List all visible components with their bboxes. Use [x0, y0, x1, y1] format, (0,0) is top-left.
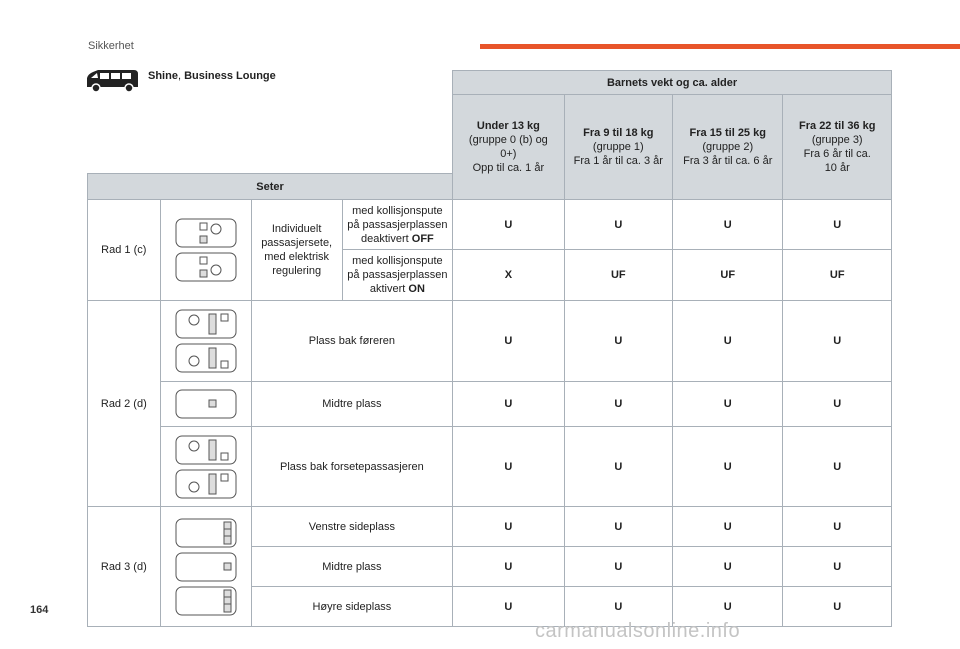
seat-place: Midtre plass	[251, 382, 452, 427]
value-cell: UF	[673, 250, 783, 301]
seat-layout-diagram-icon	[175, 389, 237, 419]
value-cell: U	[783, 587, 892, 627]
section-title: Sikkerhet	[88, 40, 134, 52]
value-cell: U	[673, 547, 783, 587]
value-cell: U	[453, 587, 564, 627]
seat-layout-diagram-icon	[175, 469, 237, 499]
value-cell: U	[673, 587, 783, 627]
seat-diagram-cell	[160, 382, 251, 427]
value-cell: U	[673, 382, 783, 427]
weight-age-header: Barnets vekt og ca. alder	[453, 71, 892, 95]
watermark: carmanualsonline.info	[535, 620, 741, 642]
seat-diagram-cell	[160, 301, 251, 382]
seat-diagram-cell	[160, 507, 251, 627]
value-cell: U	[564, 507, 672, 547]
value-cell: U	[453, 507, 564, 547]
airbag-on-state: ON	[408, 283, 425, 295]
row-label: Rad 1 (c)	[88, 200, 161, 301]
value-cell: U	[673, 200, 783, 250]
seat-description: Individuelt passasjersete, med elektrisk regulering	[251, 200, 342, 301]
seat-layout-diagram-icon	[175, 309, 237, 339]
seat-diagram-cell	[160, 427, 251, 507]
value-cell: U	[783, 200, 892, 250]
model-shine: Shine	[148, 70, 178, 82]
value-cell: U	[564, 547, 672, 587]
column-header: Fra 22 til 36 kg (gruppe 3) Fra 6 år til ca. 10 år	[783, 95, 892, 200]
seat-diagram-cell	[160, 200, 251, 301]
value-cell: U	[564, 427, 672, 507]
seat-place: Midtre plass	[251, 547, 452, 587]
model-business-lounge: Business Lounge	[184, 70, 276, 82]
seats-header: Seter	[88, 174, 453, 200]
value-cell: U	[453, 547, 564, 587]
value-cell: U	[783, 547, 892, 587]
row-label: Rad 3 (d)	[88, 507, 161, 627]
seat-place: Plass bak forsetepassasjeren	[251, 427, 452, 507]
seat-layout-diagram-icon	[175, 586, 237, 616]
airbag-off-state: OFF	[411, 232, 434, 245]
value-cell: U	[673, 301, 783, 382]
airbag-on-text: med kollisjonspute på passasjerplassen aktivert	[347, 255, 448, 295]
column-header: Fra 15 til 25 kg (gruppe 2) Fra 3 år til ca. 6 år	[673, 95, 783, 200]
value-cell: U	[564, 301, 672, 382]
seat-layout-diagram-icon	[175, 343, 237, 373]
page-number: 164	[30, 604, 49, 616]
seat-layout-diagram-icon	[175, 552, 237, 582]
column-header: Fra 9 til 18 kg (gruppe 1) Fra 1 år til ca. 3 år	[564, 95, 672, 200]
value-cell: U	[564, 587, 672, 627]
airbag-on-cell	[342, 250, 452, 301]
seat-layout-diagram-icon	[175, 218, 237, 248]
value-cell: X	[453, 250, 564, 301]
seat-layout-diagram-icon	[175, 252, 237, 282]
value-cell: U	[783, 427, 892, 507]
value-cell: UF	[564, 250, 672, 301]
airbag-off-text: med kollisjonspute på passasjerplassen deaktivert	[347, 204, 448, 245]
section-accent-bar	[480, 44, 960, 49]
value-cell: U	[564, 382, 672, 427]
value-cell: U	[453, 427, 564, 507]
seat-place: Plass bak føreren	[251, 301, 452, 382]
value-cell: UF	[783, 250, 892, 301]
value-cell: U	[783, 301, 892, 382]
seat-layout-diagram-icon	[175, 435, 237, 465]
value-cell: U	[564, 200, 672, 250]
child-seat-table	[87, 70, 892, 627]
value-cell: U	[783, 507, 892, 547]
value-cell: U	[453, 301, 564, 382]
value-cell: U	[453, 382, 564, 427]
value-cell: U	[453, 200, 564, 250]
seat-place: Høyre sideplass	[251, 587, 452, 627]
value-cell: U	[783, 382, 892, 427]
seat-place: Venstre sideplass	[251, 507, 452, 547]
airbag-off-cell	[342, 200, 452, 250]
seat-layout-diagram-icon	[175, 518, 237, 548]
row-label: Rad 2 (d)	[88, 301, 161, 507]
value-cell: U	[673, 507, 783, 547]
column-header: Under 13 kg (gruppe 0 (b) og 0+) Opp til ca. 1 år	[453, 95, 564, 200]
model-separator: ,	[177, 70, 185, 82]
value-cell: U	[673, 427, 783, 507]
